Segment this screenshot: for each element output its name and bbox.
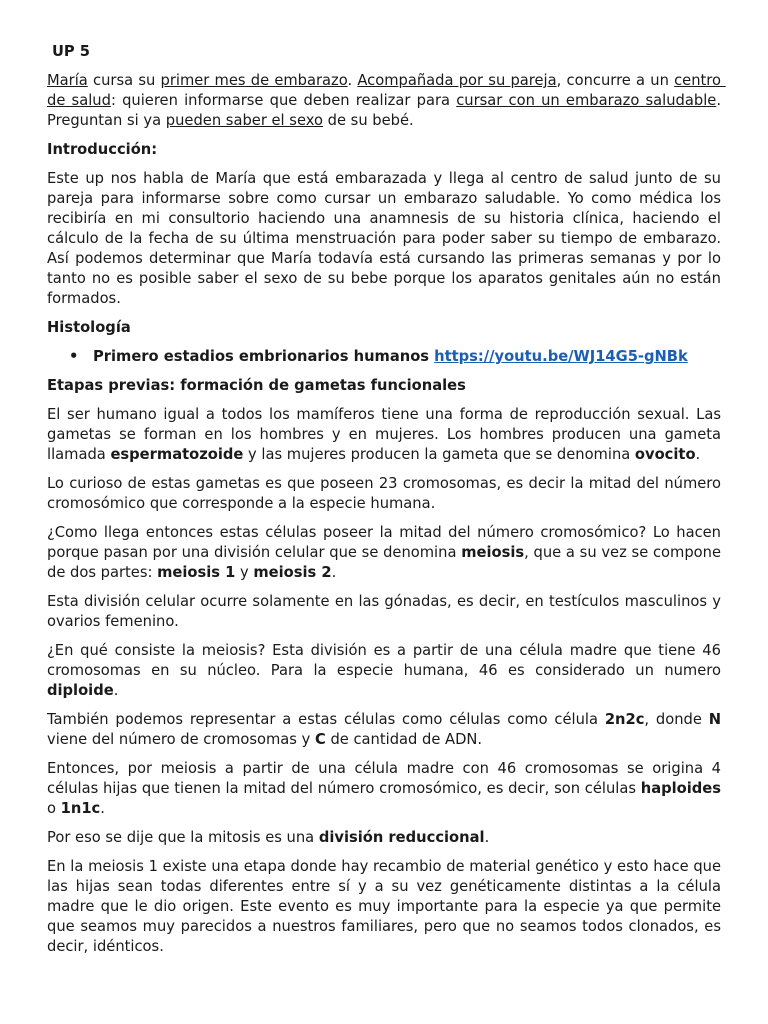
underlined-phrase: centro de salud [47,72,726,109]
bold-term: diploide [47,682,114,699]
text-run: , que a su vez se compone de dos partes: [47,544,726,581]
text-run: y [235,564,254,581]
bold-term: 2n2c [604,711,645,728]
video-link[interactable]: https://youtu.be/WJ14G5-gNBk [434,348,688,365]
bullet-dot-icon: • [69,348,79,365]
text-run: viene del número de cromosomas y [47,711,726,748]
bold-term: espermatozoide [110,446,244,463]
underlined-phrase: pueden saber el sexo [165,112,323,129]
underlined-phrase: María [47,72,88,89]
underlined-phrase: cursar con un embarazo saludable [456,92,717,109]
body-paragraph [47,474,726,514]
text-run: . [100,800,105,817]
bullet-label: Primero estadios embrionarios humanos [93,348,435,365]
bold-term: división reduccional [318,829,485,846]
body-paragraph [47,857,726,957]
text-run: En la meiosis 1 existe una etapa donde hay recambio de material genético y esto hace que las hijas sean todas diferentes entre sí y a su vez genéticamente distintas a la célula madre que le dio origen. Este evento es muy importante para la especie ya que permite que seamos muy parecidos a nuestros familiares, pero que no seamos todos clonados, es decir, idénticos. [47,858,726,955]
text-run: Por eso se dije que la mitosis es una [47,829,319,846]
body-paragraph [47,592,726,632]
intro-paragraph [47,71,726,131]
text-run: de su bebé. [322,112,414,129]
body-paragraph [47,710,726,750]
text-run: , concurre a un [556,72,675,89]
text-run: : quieren informarse que deben realizar para [110,92,457,109]
text-run: . [331,564,337,581]
document-page [47,40,726,966]
text-run: ¿Como llega entonces estas células poseer la mitad del número cromosómico? Lo hacen porque pasan por una división celular que se denomina [47,524,726,561]
text-run: El ser humano igual a todos los mamíferos tiene una forma de reproducción sexual. Las gametas se forman en los hombres y en mujeres. Los hombres producen una gameta llamada [47,406,726,463]
text-run: . [695,446,701,463]
heading-histologia: Histología [47,319,131,336]
bold-term: C [315,731,326,748]
bold-term: meiosis 1 [157,564,236,581]
text-run: o [47,780,726,817]
bold-term: N [708,711,721,728]
body-paragraphs [47,405,726,957]
text-run: ¿En qué consiste la meiosis? Esta división es a partir de una célula madre que tiene 46 cromosomas en su núcleo. Para la especie humana, 46 es considerado un numero [47,642,726,679]
bold-term: ovocito [634,446,696,463]
document-title: UP 5 [52,43,91,60]
text-run: También podemos representar a estas células como células como célula [47,711,605,728]
text-run: Este up nos habla de María que está embarazada y llega al centro de salud junto de su pareja para informarse sobre como cursar un embarazo saludable. Yo como médica los recibiría en mi consultorio haciendo una anamnesis de su historia clínica, haciendo el cálculo de la fecha de su última menstruación para poder saber su tiempo de embarazo. Así podemos determinar que María todavía está cursando las primeras semanas y por lo tanto no es posible saber el sexo de su bebe porque los aparatos genitales aún no están formados. [47,170,726,307]
text-run: . [484,829,490,846]
text-run: de cantidad de ADN. [325,731,483,748]
bold-term: 1n1c [60,800,101,817]
bold-term: meiosis 2 [253,564,332,581]
heading-introduccion: Introducción: [47,141,158,158]
introduccion-paragraph [47,169,726,309]
bold-term: haploides [640,780,721,797]
body-paragraph [47,641,726,701]
body-paragraph [47,523,726,583]
text-run: . [347,72,358,89]
underlined-phrase: primer mes de embarazo [160,72,348,89]
text-run: Esta división celular ocurre solamente en las gónadas, es decir, en testículos masculinos y ovarios femenino. [47,593,726,630]
text-run: Lo curioso de estas gametas es que poseen 23 cromosomas, es decir la mitad del número cromosómico que corresponde a la especie humana. [47,475,726,512]
body-paragraph [47,405,726,465]
body-paragraph [47,828,721,848]
text-run: y las mujeres producen la gameta que se denomina [243,446,635,463]
text-run: . Preguntan si ya [47,92,726,129]
text-run: cursa su [87,72,161,89]
heading-etapas-previas: Etapas previas: formación de gametas funcionales [47,377,466,394]
text-run: . [113,682,119,699]
text-run: Entonces, por meiosis a partir de una célula madre con 46 cromosomas se origina 4 células hijas que tienen la mitad del número cromosómico, es decir, son células [47,760,726,797]
bullet-content [93,347,688,367]
text-run: , donde [644,711,709,728]
body-paragraph [47,759,726,819]
bold-term: meiosis [461,544,525,561]
bullet-list-item [69,347,721,367]
underlined-phrase: Acompañada por su pareja [357,72,557,89]
